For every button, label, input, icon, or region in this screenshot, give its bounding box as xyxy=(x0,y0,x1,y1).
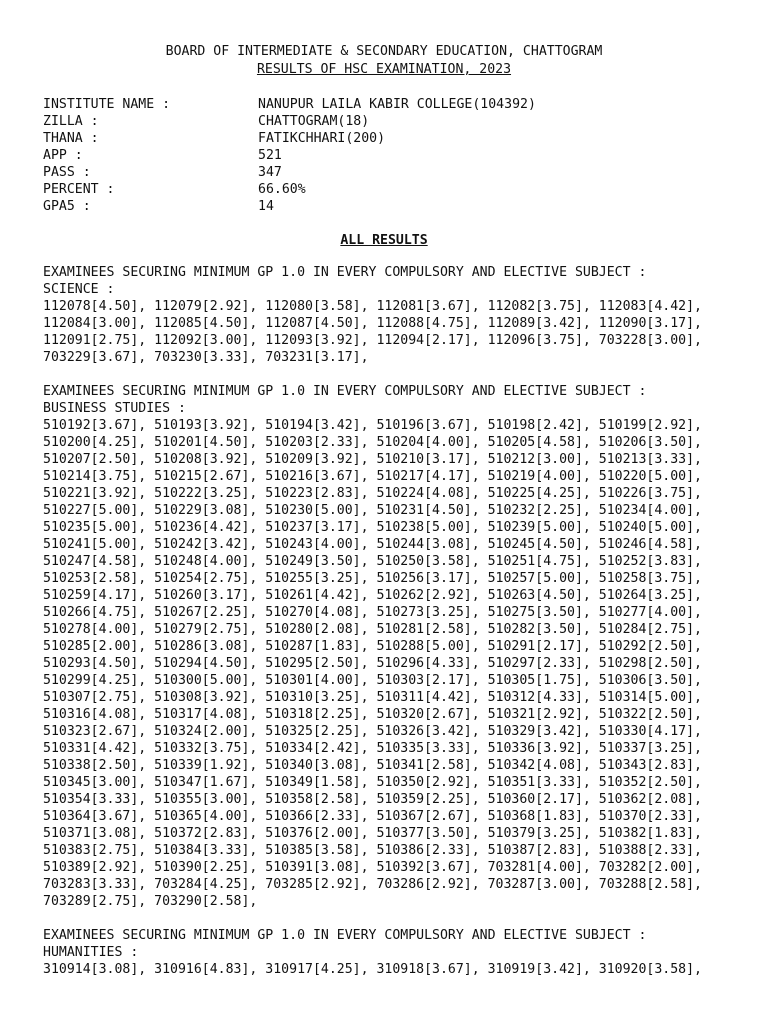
result-line: 510266[4.75], 510267[2.25], 510270[4.08], 510273[3.25], 510275[3.50], 510277[4.00], xyxy=(43,605,702,620)
result-line: 510331[4.42], 510332[3.75], 510334[2.42], 510335[3.33], 510336[3.92], 510337[3.25], xyxy=(43,741,702,756)
result-line: 510299[4.25], 510300[5.00], 510301[4.00], 510303[2.17], 510305[1.75], 510306[3.50], xyxy=(43,673,702,688)
board-title: BOARD OF INTERMEDIATE & SECONDARY EDUCATION, CHATTOGRAM xyxy=(165,44,603,59)
info-value: 521 xyxy=(258,148,282,163)
section-heading: EXAMINEES SECURING MINIMUM GP 1.0 IN EVERY COMPULSORY AND ELECTIVE SUBJECT : xyxy=(43,928,647,943)
group-name: SCIENCE : xyxy=(43,282,115,297)
result-line: 510383[2.75], 510384[3.33], 510385[3.58], 510386[2.33], 510387[2.83], 510388[2.33], xyxy=(43,843,702,858)
exam-title: RESULTS OF HSC EXAMINATION, 2023 xyxy=(256,62,512,77)
result-line: 510247[4.58], 510248[4.00], 510249[3.50], 510250[3.58], 510251[4.75], 510252[3.83], xyxy=(43,554,702,569)
result-line: 510200[4.25], 510201[4.50], 510203[2.33], 510204[4.00], 510205[4.58], 510206[3.50], xyxy=(43,435,702,450)
info-label: PERCENT : xyxy=(43,182,115,197)
results-sections xyxy=(43,264,743,995)
result-line: 510307[2.75], 510308[3.92], 510310[3.25], 510311[4.42], 510312[4.33], 510314[5.00], xyxy=(43,690,702,705)
info-value: NANUPUR LAILA KABIR COLLEGE(104392) xyxy=(258,97,536,112)
info-label: GPA5 : xyxy=(43,199,91,214)
result-line: 510241[5.00], 510242[3.42], 510243[4.00], 510244[3.08], 510245[4.50], 510246[4.58], xyxy=(43,537,702,552)
result-section xyxy=(43,383,743,910)
result-line: 510207[2.50], 510208[3.92], 510209[3.92], 510210[3.17], 510212[3.00], 510213[3.33], xyxy=(43,452,702,467)
result-line: 510323[2.67], 510324[2.00], 510325[2.25], 510326[3.42], 510329[3.42], 510330[4.17], xyxy=(43,724,702,739)
result-line: 510371[3.08], 510372[2.83], 510376[2.00], 510377[3.50], 510379[3.25], 510382[1.83], xyxy=(43,826,702,841)
info-value: 14 xyxy=(258,199,274,214)
result-line: 510293[4.50], 510294[4.50], 510295[2.50], 510296[4.33], 510297[2.33], 510298[2.50], xyxy=(43,656,702,671)
result-line: 510316[4.08], 510317[4.08], 510318[2.25], 510320[2.67], 510321[2.92], 510322[2.50], xyxy=(43,707,702,722)
result-line: 510214[3.75], 510215[2.67], 510216[3.67], 510217[4.17], 510219[4.00], 510220[5.00], xyxy=(43,469,702,484)
info-label: ZILLA : xyxy=(43,114,99,129)
info-value: FATIKCHHARI(200) xyxy=(258,131,386,146)
result-line: 510221[3.92], 510222[3.25], 510223[2.83], 510224[4.08], 510225[4.25], 510226[3.75], xyxy=(43,486,702,501)
result-section xyxy=(43,264,743,366)
info-label: INSTITUTE NAME : xyxy=(43,97,171,112)
result-line: 112084[3.00], 112085[4.50], 112087[4.50], 112088[4.75], 112089[3.42], 112090[3.17], xyxy=(43,316,702,331)
info-label: APP : xyxy=(43,148,83,163)
result-line: 510235[5.00], 510236[4.42], 510237[3.17], 510238[5.00], 510239[5.00], 510240[5.00], xyxy=(43,520,702,535)
info-value: 347 xyxy=(258,165,282,180)
result-line: 510259[4.17], 510260[3.17], 510261[4.42], 510262[2.92], 510263[4.50], 510264[3.25], xyxy=(43,588,702,603)
result-line: 510278[4.00], 510279[2.75], 510280[2.08], 510281[2.58], 510282[3.50], 510284[2.75], xyxy=(43,622,702,637)
info-label: THANA : xyxy=(43,131,99,146)
result-line: 510338[2.50], 510339[1.92], 510340[3.08], 510341[2.58], 510342[4.08], 510343[2.83], xyxy=(43,758,702,773)
result-line: 703229[3.67], 703230[3.33], 703231[3.17], xyxy=(43,350,369,365)
result-line: 703283[3.33], 703284[4.25], 703285[2.92], 703286[2.92], 703287[3.00], 703288[2.58], xyxy=(43,877,702,892)
info-label: PASS : xyxy=(43,165,91,180)
result-line: 510253[2.58], 510254[2.75], 510255[3.25], 510256[3.17], 510257[5.00], 510258[3.75], xyxy=(43,571,702,586)
result-line: 510285[2.00], 510286[3.08], 510287[1.83], 510288[5.00], 510291[2.17], 510292[2.50], xyxy=(43,639,702,654)
section-heading: EXAMINEES SECURING MINIMUM GP 1.0 IN EVERY COMPULSORY AND ELECTIVE SUBJECT : xyxy=(43,265,647,280)
group-name: HUMANITIES : xyxy=(43,945,139,960)
info-value: 66.60% xyxy=(258,182,306,197)
result-line: 112078[4.50], 112079[2.92], 112080[3.58], 112081[3.67], 112082[3.75], 112083[4.42], xyxy=(43,299,702,314)
result-section xyxy=(43,927,743,978)
all-results-heading: ALL RESULTS xyxy=(340,233,428,248)
info-value: CHATTOGRAM(18) xyxy=(258,114,370,129)
result-line: 510192[3.67], 510193[3.92], 510194[3.42], 510196[3.67], 510198[2.42], 510199[2.92], xyxy=(43,418,702,433)
result-line: 510354[3.33], 510355[3.00], 510358[2.58], 510359[2.25], 510360[2.17], 510362[2.08], xyxy=(43,792,702,807)
result-line: 510345[3.00], 510347[1.67], 510349[1.58], 510350[2.92], 510351[3.33], 510352[2.50], xyxy=(43,775,702,790)
section-heading: EXAMINEES SECURING MINIMUM GP 1.0 IN EVERY COMPULSORY AND ELECTIVE SUBJECT : xyxy=(43,384,647,399)
result-line: 510227[5.00], 510229[3.08], 510230[5.00], 510231[4.50], 510232[2.25], 510234[4.00], xyxy=(43,503,702,518)
result-line: 703289[2.75], 703290[2.58], xyxy=(43,894,258,909)
result-line: 510389[2.92], 510390[2.25], 510391[3.08], 510392[3.67], 703281[4.00], 703282[2.00], xyxy=(43,860,702,875)
result-line: 510364[3.67], 510365[4.00], 510366[2.33], 510367[2.67], 510368[1.83], 510370[2.33], xyxy=(43,809,702,824)
result-line: 112091[2.75], 112092[3.00], 112093[3.92], 112094[2.17], 112096[3.75], 703228[3.00], xyxy=(43,333,702,348)
group-name: BUSINESS STUDIES : xyxy=(43,401,186,416)
result-line: 310914[3.08], 310916[4.83], 310917[4.25], 310918[3.67], 310919[3.42], 310920[3.58], xyxy=(43,962,702,977)
